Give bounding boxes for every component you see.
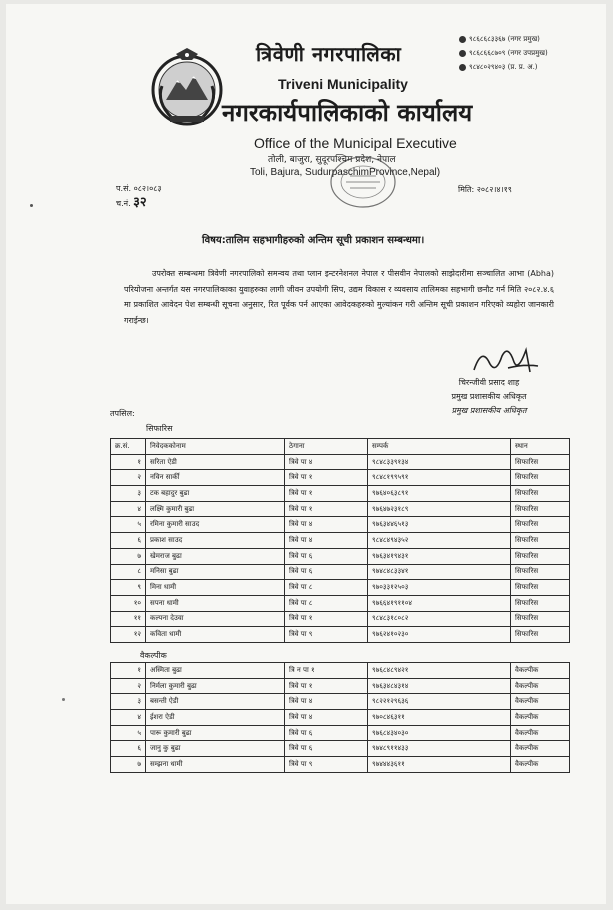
phone-icon <box>459 64 466 71</box>
letter-subject: विषय:तालिम सहभागीहरुको अन्तिम सूची प्रकाशन सम्बन्धमा। <box>202 235 425 246</box>
cell-address: त्रिवे पा १ <box>285 501 368 517</box>
cell-contact: ९७४८४८३३४१ <box>368 564 511 580</box>
cell-address: त्रि न पा १ <box>285 663 368 679</box>
cell-status: वैकल्पीक <box>511 663 570 679</box>
signatory-title: प्रमुख प्रशासकीय अधिकृत <box>451 392 527 401</box>
cell-address: त्रिवे पा १ <box>285 611 368 627</box>
cell-address: त्रिवे पा ६ <box>285 564 368 580</box>
contact-number: ९८६८६६८७०९ (नगर उपप्रमुख) <box>469 49 548 57</box>
reference-block <box>116 182 162 211</box>
table-row <box>111 454 570 470</box>
cell-address: त्रिवे पा ४ <box>285 533 368 549</box>
scan-speck <box>30 204 33 207</box>
cell-contact: ९७६३४१९४३१ <box>368 548 511 564</box>
letter-date: मिति: २०८२।४।१९ <box>458 185 512 194</box>
document-page <box>6 4 606 904</box>
dispatch-number-row <box>116 196 162 211</box>
address-nepali: तोली, बाजुरा, सुदूरपश्चिम प्रदेश, नेपाल <box>268 155 396 165</box>
cell-name: अस्मिता बुढा <box>146 663 285 679</box>
cell-contact: ९८२२१२९६३६ <box>368 694 511 710</box>
table-row <box>111 627 570 643</box>
cell-status: सिफारिस <box>511 470 570 486</box>
municipality-name-english: Triveni Municipality <box>278 76 408 92</box>
table-row <box>111 501 570 517</box>
cell-name: बसन्ती ऐडी <box>146 694 285 710</box>
cell-serial: ५ <box>111 517 146 533</box>
cell-serial: ७ <box>111 548 146 564</box>
contact-item <box>459 32 548 46</box>
table-row <box>111 611 570 627</box>
cell-status: वैकल्पीक <box>511 694 570 710</box>
table-row <box>111 741 570 757</box>
reference-number: प.सं. ०८२।०८३ <box>116 184 162 193</box>
contact-item <box>459 60 548 74</box>
alternate-section-title: वैकल्पीक <box>140 651 167 660</box>
phone-icon <box>459 36 466 43</box>
cell-serial: १ <box>111 663 146 679</box>
cell-contact: ९७४४४३६११ <box>368 757 511 773</box>
cell-contact: ९८४८४९४३५२ <box>368 533 511 549</box>
cell-address: त्रिवे पा १ <box>285 486 368 502</box>
table-row <box>111 486 570 502</box>
cell-serial: ३ <box>111 486 146 502</box>
cell-serial: ५ <box>111 725 146 741</box>
cell-status: सिफारिस <box>511 611 570 627</box>
address-english: Toli, Bajura, SudurpaschimProvince,Nepal) <box>250 167 441 178</box>
table-header-row <box>111 439 570 455</box>
cell-name: ईशरा ऐडी <box>146 710 285 726</box>
table-row <box>111 710 570 726</box>
cell-serial: ९ <box>111 580 146 596</box>
cell-serial: ४ <box>111 710 146 726</box>
cell-name: कल्पना देउवा <box>146 611 285 627</box>
table-row <box>111 694 570 710</box>
cell-name: जानु कु बुढा <box>146 741 285 757</box>
table-row <box>111 663 570 679</box>
cell-name: टक बहादुर बुढा <box>146 486 285 502</box>
table-row <box>111 757 570 773</box>
cell-name: रमिना कुमारी साउद <box>146 517 285 533</box>
office-name-nepali: नगरकार्यपालिकाको कार्यालय <box>222 98 473 127</box>
column-header-serial: क्र.सं. <box>111 439 146 455</box>
cell-serial: ४ <box>111 501 146 517</box>
column-header-name: निवेदककोनाम <box>146 439 285 455</box>
cell-name: प्रकाश साउद <box>146 533 285 549</box>
cell-address: त्रिवे पा ४ <box>285 710 368 726</box>
cell-contact: ९७६२४१०२३० <box>368 627 511 643</box>
cell-address: त्रिवे पा ९ <box>285 757 368 773</box>
alternate-table <box>110 662 570 773</box>
cell-status: सिफारिस <box>511 580 570 596</box>
cell-serial: २ <box>111 470 146 486</box>
cell-name: नविन सार्की <box>146 470 285 486</box>
table-row <box>111 517 570 533</box>
scan-speck <box>62 698 65 701</box>
table-row <box>111 580 570 596</box>
cell-status: सिफारिस <box>511 501 570 517</box>
cell-status: सिफारिस <box>511 533 570 549</box>
signature-icon <box>468 342 542 378</box>
cell-contact: ९८४८१९९५९१ <box>368 470 511 486</box>
cell-name: पारू कुमारी बुढा <box>146 725 285 741</box>
cell-address: त्रिवे पा ४ <box>285 517 368 533</box>
recommended-section-title: सिफारिस <box>146 424 173 433</box>
cell-name: सरिता ऐडी <box>146 454 285 470</box>
signatory-title-stamp: प्रमुख प्रशासकीय अधिकृत <box>451 406 527 415</box>
cell-serial: ६ <box>111 741 146 757</box>
cell-status: वैकल्पीक <box>511 741 570 757</box>
cell-serial: ८ <box>111 564 146 580</box>
column-header-status: स्थान <box>511 439 570 455</box>
cell-name: मनिसा बुढा <box>146 564 285 580</box>
cell-contact: ९७०३३१२५०३ <box>368 580 511 596</box>
cell-status: वैकल्पीक <box>511 725 570 741</box>
cell-serial: १० <box>111 595 146 611</box>
cell-contact: ९७४८९११४३३ <box>368 741 511 757</box>
cell-address: त्रिवे पा ६ <box>285 548 368 564</box>
cell-serial: ३ <box>111 694 146 710</box>
contact-item <box>459 46 548 60</box>
cell-serial: २ <box>111 678 146 694</box>
table-row <box>111 533 570 549</box>
cell-contact: ९७६३४४६५१३ <box>368 517 511 533</box>
office-stamp-icon <box>328 154 398 210</box>
contact-list <box>459 32 548 74</box>
contact-number: ९८४८०२९४०३ (प्र. प्र. अ.) <box>469 63 538 71</box>
column-header-address: ठेगाना <box>285 439 368 455</box>
cell-contact: ९७६८४३४०३० <box>368 725 511 741</box>
cell-address: त्रिवे पा ४ <box>285 454 368 470</box>
cell-contact: ९७६६४१९११०४ <box>368 595 511 611</box>
table-row <box>111 548 570 564</box>
cell-name: लक्ष्मि कुमारी बुढा <box>146 501 285 517</box>
cell-serial: १ <box>111 454 146 470</box>
cell-address: त्रिवे पा ८ <box>285 580 368 596</box>
cell-address: त्रिवे पा १ <box>285 470 368 486</box>
cell-status: सिफारिस <box>511 548 570 564</box>
cell-contact: ९७६३४८४३१४ <box>368 678 511 694</box>
cell-name: निर्मला कुमारी बुढा <box>146 678 285 694</box>
cell-contact: ९८४८३३९१३४ <box>368 454 511 470</box>
table-row <box>111 470 570 486</box>
cell-name: सम्झना धामी <box>146 757 285 773</box>
cell-serial: ६ <box>111 533 146 549</box>
letter-body: उपरोक्त सम्बन्धमा त्रिवेणी नगरपालिको समन्वय तथा प्लान इन्टरनेशनल नेपाल र पीसवीन नेपालको साझेदारीमा सञ्चालित आभा (Abha) परियोजना अन्तर्गत यस नगरपालिकाका युवाहरुका लागी जीवन उपयोगी सिप, उद्यम विकास र व्यवसाय तालिमका सहभागी छनौट गर्न मिति २०८२.४.६ मा प्रकाशित आवेदन पेश सम्बन्धी सूचना अनुसार, रित पूर्वक पर्न आएका आवेदकहरुको मुल्यांकन गरी अन्तिम सूची प्रकाशन गरिएको व्यहोरा जानकारी गराईन्छ। <box>124 269 554 325</box>
cell-address: त्रिवे पा १ <box>285 678 368 694</box>
cell-contact: ९७६४७२३१८९ <box>368 501 511 517</box>
signatory-block <box>424 376 554 418</box>
phone-icon <box>459 50 466 57</box>
dispatch-number: ३२ <box>133 195 147 210</box>
table-row <box>111 595 570 611</box>
cell-contact: ९७६८४८९४२१ <box>368 663 511 679</box>
signatory-name: चिरन्जीवी प्रसाद शाह <box>458 378 520 387</box>
cell-contact: ९७६४०६३८९१ <box>368 486 511 502</box>
dispatch-label: च.नं. <box>116 199 131 208</box>
cell-name: कविता धामी <box>146 627 285 643</box>
cell-serial: ७ <box>111 757 146 773</box>
cell-status: सिफारिस <box>511 454 570 470</box>
cell-status: वैकल्पीक <box>511 757 570 773</box>
cell-status: सिफारिस <box>511 517 570 533</box>
cell-address: त्रिवे पा ६ <box>285 741 368 757</box>
cell-name: खेमराज बुढा <box>146 548 285 564</box>
municipality-name-nepali: त्रिवेणी नगरपालिका <box>256 42 402 66</box>
cell-status: वैकल्पीक <box>511 678 570 694</box>
table-row <box>111 678 570 694</box>
recommended-table <box>110 438 570 643</box>
table-row <box>111 564 570 580</box>
column-header-contact: सम्पर्क <box>368 439 511 455</box>
cell-serial: ११ <box>111 611 146 627</box>
cell-status: सिफारिस <box>511 627 570 643</box>
office-name-english: Office of the Municipal Executive <box>254 135 457 151</box>
cell-status: सिफारिस <box>511 486 570 502</box>
cell-serial: १२ <box>111 627 146 643</box>
cell-status: सिफारिस <box>511 564 570 580</box>
cell-address: त्रिवे पा ६ <box>285 725 368 741</box>
cell-status: सिफारिस <box>511 595 570 611</box>
cell-name: सपना धामी <box>146 595 285 611</box>
annex-label: तपसिल: <box>110 409 135 418</box>
cell-status: वैकल्पीक <box>511 710 570 726</box>
cell-contact: ९७०८४६३११ <box>368 710 511 726</box>
cell-address: त्रिवे पा ९ <box>285 627 368 643</box>
contact-number: ९८६८६८३३६७ (नगर प्रमुख) <box>469 35 540 43</box>
cell-name: मिना धामी <box>146 580 285 596</box>
cell-address: त्रिवे पा ४ <box>285 694 368 710</box>
cell-address: त्रिवे पा ८ <box>285 595 368 611</box>
table-row <box>111 725 570 741</box>
cell-contact: ९८४८३१८०८२ <box>368 611 511 627</box>
nepal-emblem-icon <box>146 46 228 128</box>
